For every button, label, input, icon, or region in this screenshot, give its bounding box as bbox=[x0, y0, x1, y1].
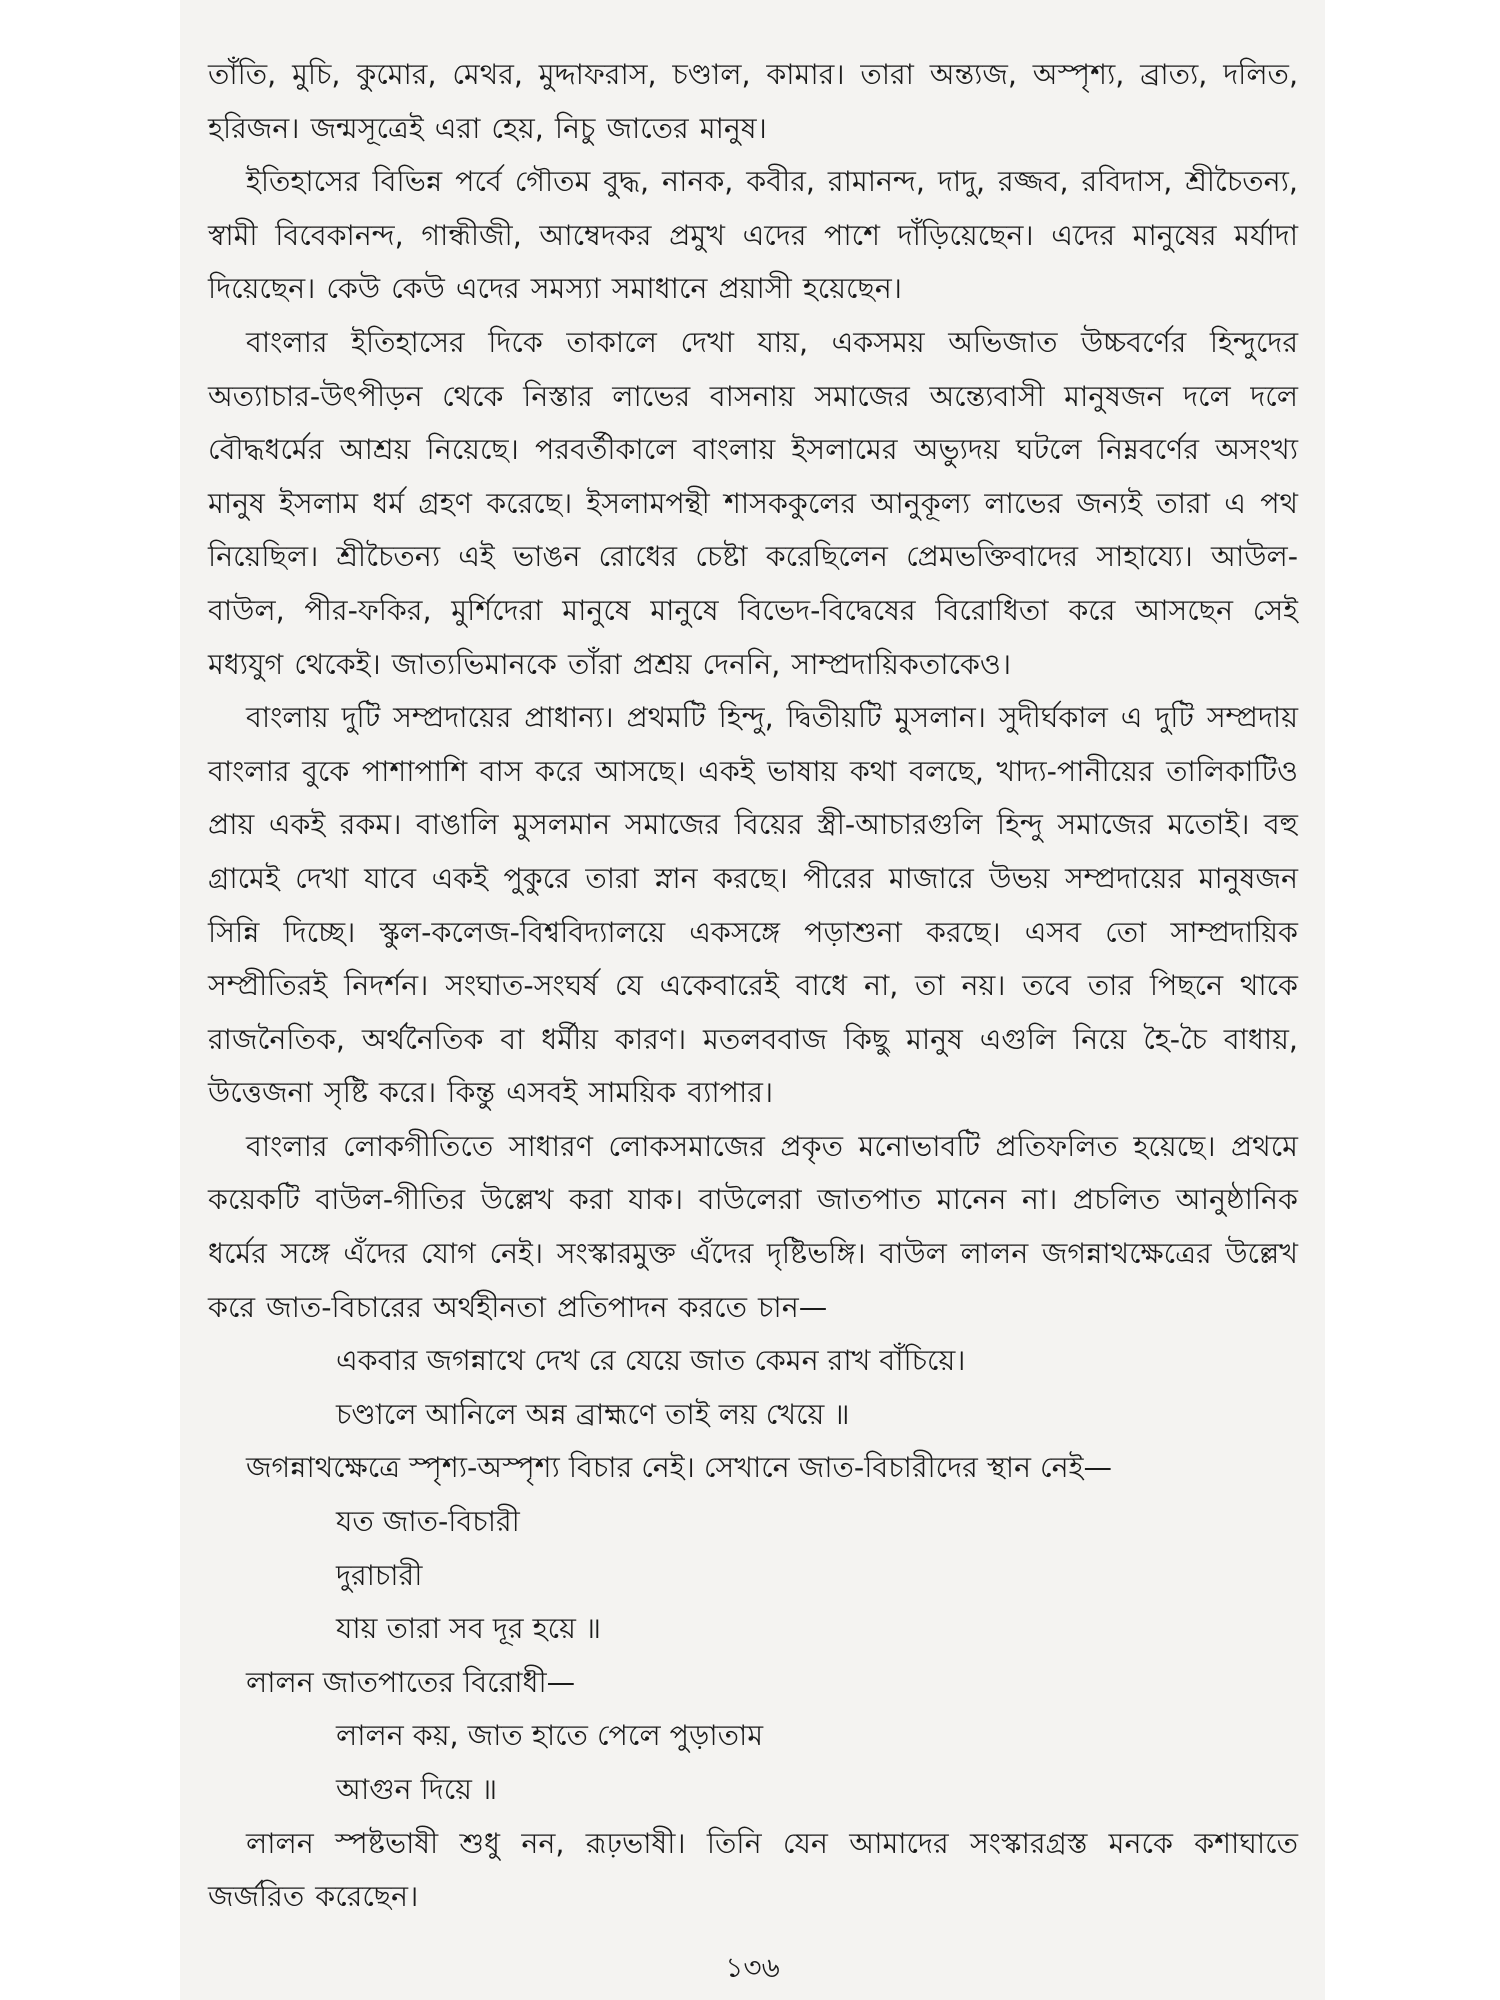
paragraph-2: ইতিহাসের বিভিন্ন পর্বে গৌতম বুদ্ধ, নানক, কবীর, রামানন্দ, দাদু, রজ্জব, রবিদাস, শ্রীচৈতন্য, স্বামী বিবেকানন্দ, গান্ধীজী, আম্বেদকর প্রমুখ এদের পাশে দাঁড়িয়েছেন। এদের মানুষের মর্যাদা দিয়েছেন। কেউ কেউ এদের সমস্যা সমাধানে প্রয়াসী হয়েছেন। bbox=[208, 165, 1298, 306]
verse-2-line-3: যায় তারা সব দূর হয়ে ॥ bbox=[336, 1612, 602, 1646]
verse-3-intro: লালন জাতপাতের বিরোধী— bbox=[246, 1665, 576, 1699]
paragraph-6: লালন স্পষ্টভাষী শুধু নন, রূঢ়ভাষী। তিনি যেন আমাদের সংস্কারগ্রস্ত মনকে কশাঘাতে জর্জরিত করেছেন। bbox=[208, 1826, 1298, 1914]
book-page bbox=[180, 0, 1325, 2000]
paragraph-1: তাঁতি, মুচি, কুমোর, মেথর, মুদ্দাফরাস, চণ্ডাল, কামার। তারা অন্ত্যজ, অস্পৃশ্য, ব্রাত্য, দলিত, হরিজন। জন্মসূত্রেই এরা হেয়, নিচু জাতের মানুষ। bbox=[208, 58, 1298, 145]
page-body bbox=[208, 48, 1298, 1924]
paragraph-5: বাংলার লোকগীতিতে সাধারণ লোকসমাজের প্রকৃত মনোভাবটি প্রতিফলিত হয়েছে। প্রথমে কয়েকটি বাউল-গীতির উল্লেখ করা যাক। বাউলেরা জাতপাত মানেন না। প্রচলিত আনুষ্ঠানিক ধর্মের সঙ্গে এঁদের যোগ নেই। সংস্কারমুক্ত এঁদের দৃষ্টিভঙ্গি। বাউল লালন জগন্নাথক্ষেত্রের উল্লেখ করে জাত-বিচারের অর্থহীনতা প্রতিপাদন করতে চান— bbox=[208, 1129, 1298, 1324]
page-number: ১৩৬ bbox=[725, 1951, 780, 1984]
verse-2-line-1: যত জাত-বিচারী bbox=[336, 1505, 520, 1539]
paragraph-4: বাংলায় দুটি সম্প্রদায়ের প্রাধান্য। প্রথমটি হিন্দু, দ্বিতীয়টি মুসলান। সুদীর্ঘকাল এ দুটি সম্প্রদায় বাংলার বুকে পাশাপাশি বাস করে আসছে। একই ভাষায় কথা বলছে, খাদ্য-পানীয়ের তালিকাটিও প্রায় একই রকম। বাঙালি মুসলমান সমাজের বিয়ের স্ত্রী-আচারগুলি হিন্দু সমাজের মতোই। বহু গ্রামেই দেখা যাবে একই পুকুরে তারা স্নান করছে। পীরের মাজারে উভয় সম্প্রদায়ের মানুষজন সিন্নি দিচ্ছে। স্কুল-কলেজ-বিশ্ববিদ্যালয়ে একসঙ্গে পড়াশুনা করছে। এসব তো সাম্প্রদায়িক সম্প্রীতিরই নিদর্শন। সংঘাত-সংঘর্ষ যে একেবারেই বাধে না, তা নয়। তবে তার পিছনে থাকে রাজনৈতিক, অর্থনৈতিক বা ধর্মীয় কারণ। মতলববাজ কিছু মানুষ এগুলি নিয়ে হৈ-চৈ বাধায়, উত্তেজনা সৃষ্টি করে। কিন্তু এসবই সাময়িক ব্যাপার। bbox=[208, 701, 1298, 1110]
verse-2-intro: জগন্নাথক্ষেত্রে স্পৃশ্য-অস্পৃশ্য বিচার নেই। সেখানে জাত-বিচারীদের স্থান নেই— bbox=[246, 1451, 1112, 1485]
verse-3-line-1: লালন কয়, জাত হাতে পেলে পুড়াতাম bbox=[336, 1719, 764, 1753]
verse-2-line-2: দুরাচারী bbox=[336, 1558, 423, 1592]
verse-1-line-2: চণ্ডালে আনিলে অন্ন ব্রাহ্মণে তাই লয় খেয়ে ॥ bbox=[336, 1397, 850, 1431]
verse-3-line-2: আগুন দিয়ে ॥ bbox=[336, 1773, 498, 1806]
paragraph-3: বাংলার ইতিহাসের দিকে তাকালে দেখা যায়, একসময় অভিজাত উচ্চবর্ণের হিন্দুদের অত্যাচার-উৎপীড়ন থেকে নিস্তার লাভের বাসনায় সমাজের অন্ত্যেবাসী মানুষজন দলে দলে বৌদ্ধধর্মের আশ্রয় নিয়েছে। পরবর্তীকালে বাংলায় ইসলামের অভ্যুদয় ঘটলে নিম্নবর্ণের অসংখ্য মানুষ ইসলাম ধর্ম গ্রহণ করেছে। ইসলামপন্থী শাসককুলের আনুকূল্য লাভের জন্যই তারা এ পথ নিয়েছিল। শ্রীচৈতন্য এই ভাঙন রোধের চেষ্টা করেছিলেন প্রেমভক্তিবাদের সাহায্যে। আউল-বাউল, পীর-ফকির, মুর্শিদেরা মানুষে মানুষে বিভেদ-বিদ্বেষের বিরোধিতা করে আসছেন সেই মধ্যযুগ থেকেই। জাত্যভিমানকে তাঁরা প্রশ্রয় দেননি, সাম্প্রদায়িকতাকেও। bbox=[208, 325, 1298, 681]
verse-1-line-1: একবার জগন্নাথে দেখ রে যেয়ে জাত কেমন রাখ বাঁচিয়ে। bbox=[336, 1344, 966, 1378]
